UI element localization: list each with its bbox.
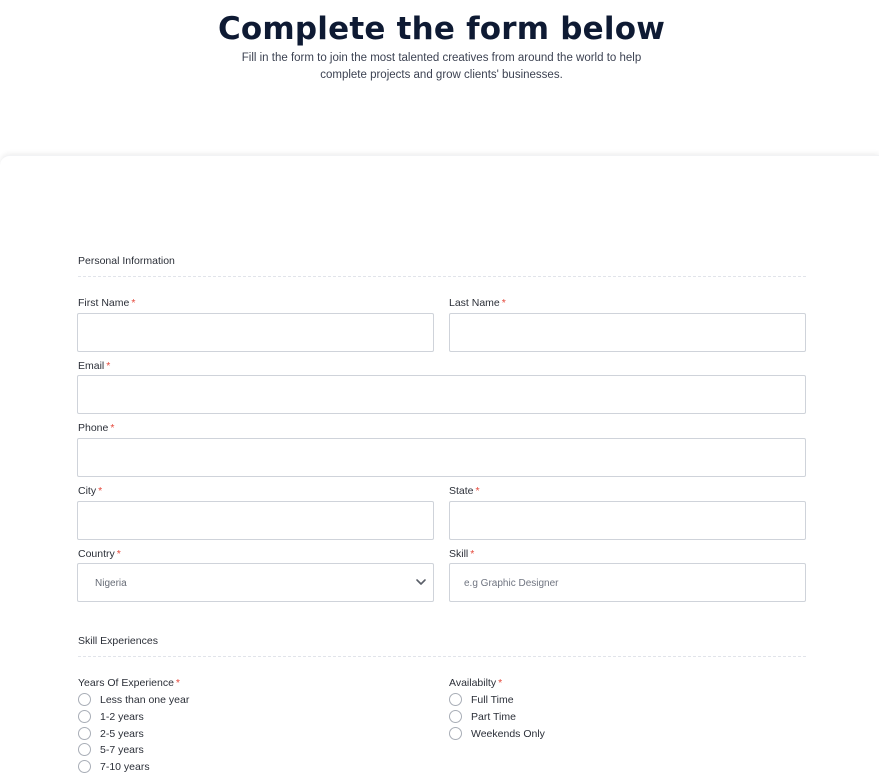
years-option-label: 2-5 years (100, 728, 144, 740)
years-option-label: 7-10 years (100, 761, 150, 773)
availability-label-text: Availabilty (449, 677, 497, 689)
required-marker: * (501, 297, 506, 309)
availability-option-label: Part Time (471, 711, 516, 723)
required-marker: * (116, 548, 121, 560)
last-name-label (449, 296, 506, 310)
phone-input[interactable] (77, 438, 806, 477)
last-name-input[interactable] (449, 313, 806, 352)
years-option-label: Less than one year (100, 694, 190, 706)
last-name-label-text: Last Name (449, 297, 500, 309)
years-option-label: 5-7 years (100, 744, 144, 756)
required-marker: * (175, 677, 181, 689)
email-label (78, 359, 110, 373)
page-title: Complete the form below (217, 11, 666, 47)
personal-info-heading: Personal Information (78, 254, 806, 277)
years-of-experience-label-text: Years Of Experience (78, 677, 174, 689)
phone-label-text: Phone (78, 422, 109, 434)
availability-option-label: Full Time (471, 694, 514, 706)
country-label (78, 547, 121, 561)
skill-input-placeholder: e.g Graphic Designer (464, 578, 559, 589)
city-label (78, 484, 102, 498)
skill-label-text: Skill (449, 548, 469, 560)
page-subtitle-line-1: Fill in the form to join the most talented creatives from around the world to help (241, 52, 642, 64)
required-marker: * (475, 485, 480, 497)
radio-button[interactable] (78, 727, 91, 740)
chevron-down-icon[interactable] (415, 577, 427, 587)
years-of-experience-label (78, 676, 180, 690)
years-option-label: 1-2 years (100, 711, 144, 723)
availability-option-label: Weekends Only (471, 728, 545, 740)
skill-input[interactable] (449, 563, 806, 602)
required-marker: * (106, 360, 111, 372)
state-input[interactable] (449, 501, 806, 540)
city-input[interactable] (77, 501, 434, 540)
phone-label (78, 421, 114, 435)
radio-button[interactable] (78, 710, 91, 723)
required-marker: * (470, 548, 475, 560)
page-subtitle-line-2: complete projects and grow clients' businesses. (320, 69, 563, 81)
radio-button[interactable] (449, 710, 462, 723)
country-label-text: Country (78, 548, 115, 560)
first-name-input[interactable] (77, 313, 434, 352)
radio-button[interactable] (449, 693, 462, 706)
city-label-text: City (78, 485, 97, 497)
country-select[interactable] (77, 563, 434, 602)
page-subtitle (200, 50, 683, 84)
required-marker: * (110, 422, 115, 434)
skill-experiences-heading: Skill Experiences (78, 634, 806, 657)
radio-button[interactable] (78, 693, 91, 706)
required-marker: * (98, 485, 103, 497)
first-name-label (78, 296, 135, 310)
first-name-label-text: First Name (78, 297, 130, 309)
required-marker: * (498, 677, 503, 689)
email-input[interactable] (77, 375, 806, 414)
skill-label (449, 547, 474, 561)
required-marker: * (131, 297, 136, 309)
state-label-text: State (449, 485, 474, 497)
email-label-text: Email (78, 360, 105, 372)
radio-button[interactable] (78, 743, 91, 756)
state-label (449, 484, 480, 498)
country-selected-value: Nigeria (95, 578, 127, 589)
radio-button[interactable] (78, 760, 91, 773)
radio-button[interactable] (449, 727, 462, 740)
availability-label (449, 676, 502, 690)
